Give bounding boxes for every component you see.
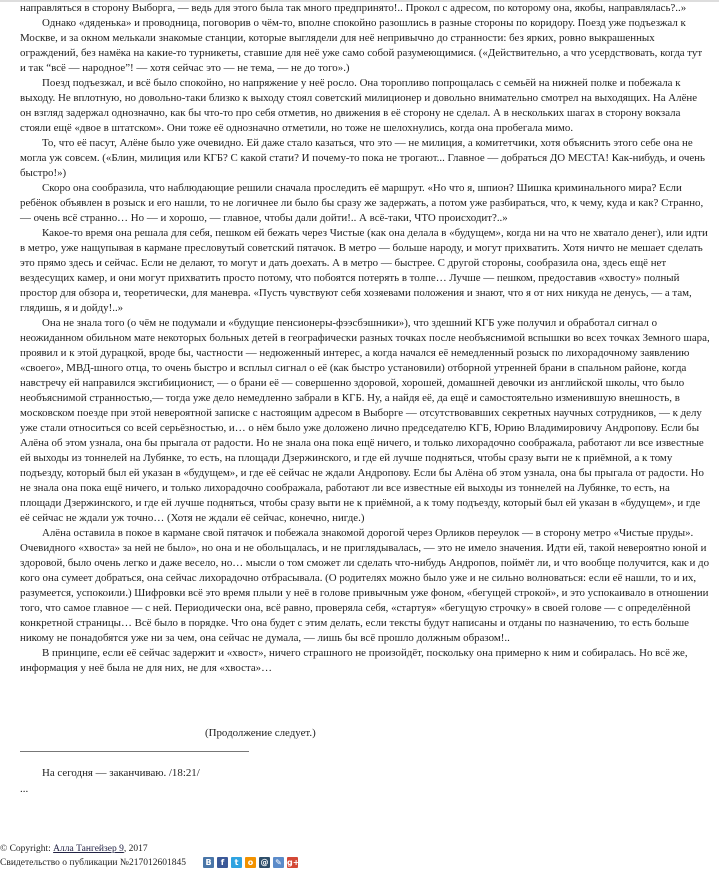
story-paragraph: Однако «дяденька» и проводница, поговорив о чём-то, вполне спокойно разошлись в разные стороны по коридору. Поезд уже подъезжал к Москве, и за окном мелькали знакомые станции, которые выглядели для неё непривычно до странности: без ярких, ровно выкрашенных ограждений, без намёка на какие-то турникеты, ставшие для неё уже само собой разумеющимися. («Действительно, а что усердствовать, когда тут и так “всё — народное”! — хотя сейчас это — не тема, — не до того».) (20, 17, 703, 74)
odnoklassniki-icon[interactable]: о (245, 857, 256, 868)
footer (0, 842, 186, 870)
author-link[interactable]: Алла Тангейзер 9 (53, 844, 124, 854)
today-note: На сегодня — заканчиваю. /18:21/ (42, 767, 200, 779)
copyright-prefix: © Copyright: (0, 844, 54, 854)
livejournal-icon[interactable]: ✎ (273, 857, 284, 868)
facebook-icon[interactable]: f (217, 857, 228, 868)
continued-note: (Продолжение следует.) (205, 727, 316, 739)
googleplus-icon[interactable]: g+ (287, 858, 300, 867)
story-paragraph: Скоро она сообразила, что наблюдающие решили сначала проследить её маршрут. «Но что я, шпион? Шишка криминального мира? Если ребёнок объявлен в розыск и его нашли, то не логичнее ли было бы сразу же задержать, а потом уже разбираться, что, к чему, куда и как? Странно, — очень всё странно… Но — и хорошо, — главное, чтобы дали дойти!.. А всё-таки, ЧТО происходит?..» (20, 182, 704, 224)
copyright-line (0, 842, 186, 856)
vkontakte-icon[interactable]: В (203, 857, 214, 868)
story-paragraph: Какое-то время она решала для себя, пешком ей бежать через Чистые (как она делала в «будущем», когда ни на что не хватало денег), или идти в метро, уже нащупывая в кармане пресловутый советский пятачок. В метро — больше народу, и могут прихватить. Хотя ничто не мешает сделать это прямо здесь и сейчас. Если не делают, то могут и дать доехать. А в метро — быстрее. С другой стороны, сообразила она, здесь ещё нет вездесущих камер, и они могут прихватить просто потому, что побоятся потерять в толпе… Лучше — пешком, предоставив «хвосту» полный простор для обзора и, теоретически, для маневра. «Пусть чувствуют себя хозяевами положения и знают, что я от них никуда не денусь, — а там, глядишь, я и дойду!..» (20, 227, 708, 314)
story-paragraph: Алёна оставила в покое в кармане свой пятачок и побежала знакомой дорогой через Орликов переулок — в сторону метро «Чистые пруды». Очевидного «хвоста» за ней не было», но она и не обольщалась, и не приглядывалась, — это не имело значения. Идти ей, такой невероятно юной и здоровой, было очень легко и даже весело, но… мысли о том сможет ли сделать что-нибудь Андропов, поймёт ли, и что вообще получится, как и до кого она сумеет добраться, она сейчас лихорадочно отбрасывала. (О родителях можно было уже и не сильно волноваться: если её нашли, то и их, разумеется, успокоили.) Шифровки всё это время плыли у неё в голове привычным уже фоном, «бегущей строкой», и это успокаивало в отношении того, что самое главное — с ней. Периодически она, всё равно, проверяла себя, «стартуя» «бегущую строчку» в своей голове — с определённой конкретной страницы… Всё было в порядке. Что она будет с этим делать, если тексты будут написаны и отданы по назначению, то есть больше никому не понадобятся уже ни за чем, она сейчас не думала, — лишь бы всё прошло должным образом!.. (20, 527, 710, 644)
ellipsis: ... (20, 783, 29, 795)
publication-certificate: Свидетельство о публикации №217012601845 (0, 858, 186, 868)
story-paragraph: направляться в сторону Выборга, — ведь для этого была так много предпринято!.. Прокол с адресом, по которому она, якобы, направлялась?..» (20, 2, 687, 14)
story-text (20, 1, 710, 676)
story-paragraph: Поезд подъезжал, и всё было спокойно, но напряжение у неё росло. Она торопливо попрощалась с семьёй на нижней полке и побежала к выходу. Не вплотную, но довольно-таки близко к выходу стоял советский милиционер и довольно внимательно смотрел на выходящих. На Алёне он взгляд задержал однозначно, как бы что-то про себя отметив, но движения в её сторону не сделал. А в нескольких шагах в сторону вокзала стояли ещё «двое в штатском». Они тоже её однозначно отметили, но тоже не шелохнулись, когда она пробегала мимо. (20, 77, 698, 134)
story-paragraph: В принципе, если её сейчас задержит и «хвост», ничего страшного не произойдёт, поскольку она примерно к ним и собиралась. Но всё же, информация у неё была не для них, не для «хвоста»… (20, 647, 688, 674)
copyright-year: , 2017 (123, 844, 148, 854)
separator-line (20, 751, 249, 752)
story-paragraph: Она не знала того (о чём не подумали и «будущие пенсионеры-фээсбэшники»), что здешний КГБ уже получил и обработал сигнал о неожиданном обильном мате некоторых больных детей в географически разных точках после необъяснимой вспышки во всех точках Земного шара, проявил и к этой дурацкой, вроде бы, частности — недюженный интерес, а когда начался её немедленный розыск по лихорадочному заявлению «своего», МВД-шного отца, то очень быстро и всплыл сигнал о её (как быстро установили) отборной утренней брани в спальном районе, когда навстречу ей направился эксгибиционист, — о брани её — совершенно здоровой, хорошей, домашней девочки из английской школы, что было необъяснимой странностью,— тогда уже дело немедленно забрали в КГБ. Ну, а найдя её, да ещё и самостоятельно изменившую внешность, в московском поезде при этой невероятной записке с настоящим адресом в Выборге — отсутствовавших секретных научных сотрудников, — к делу уже стали относиться со всей серьёзностью, и… о нём было уже доложено лично председателю КГБ, Юрию Владимировичу Андропову. Если бы Алёна об этом узнала, она бы прыгала от радости. Но не знала она пока ещё ничего, и только лихорадочно соображала, работают ли все известные ей выходы из тоннелей на Лубянке, то есть, на площади Дзержинского, и где ей лучше подняться, чтобы сразу выти не к приёмной, а к тому подъезду, который был ей указан в «будущем», и где её сейчас не ждали Андропову. Если бы Алёна об этом узнала, она бы прыгала от радости. Но не знала она пока ещё ничего, и только лихорадочно соображала, работают ли все известные ей выходы из тоннелей на Лубянке, то есть, на площади Дзержинского, и где ей лучше подняться, чтобы сразу выти не к приёмной, а к тому подъезду, который был ей указан в «будущем», и где её сейчас не ждали уж точно… (Хотя не ждали её сейчас, конечно, нигде.) (20, 317, 710, 524)
story-paragraph: То, что её пасут, Алёне было уже очевидно. Ей даже стало казаться, что это — не милиция, а комитетчики, хотя объяснить этого себе она не могла уж совсем. («Блин, милиция или КГБ? С какой стати? И почему-то пока не трогают... Главное — добраться ДО МЕСТА! Как-нибудь, и очень быстро!») (20, 137, 705, 179)
social-share-bar (203, 857, 298, 868)
mailru-icon[interactable]: @ (260, 858, 269, 867)
twitter-icon[interactable]: t (231, 857, 242, 868)
